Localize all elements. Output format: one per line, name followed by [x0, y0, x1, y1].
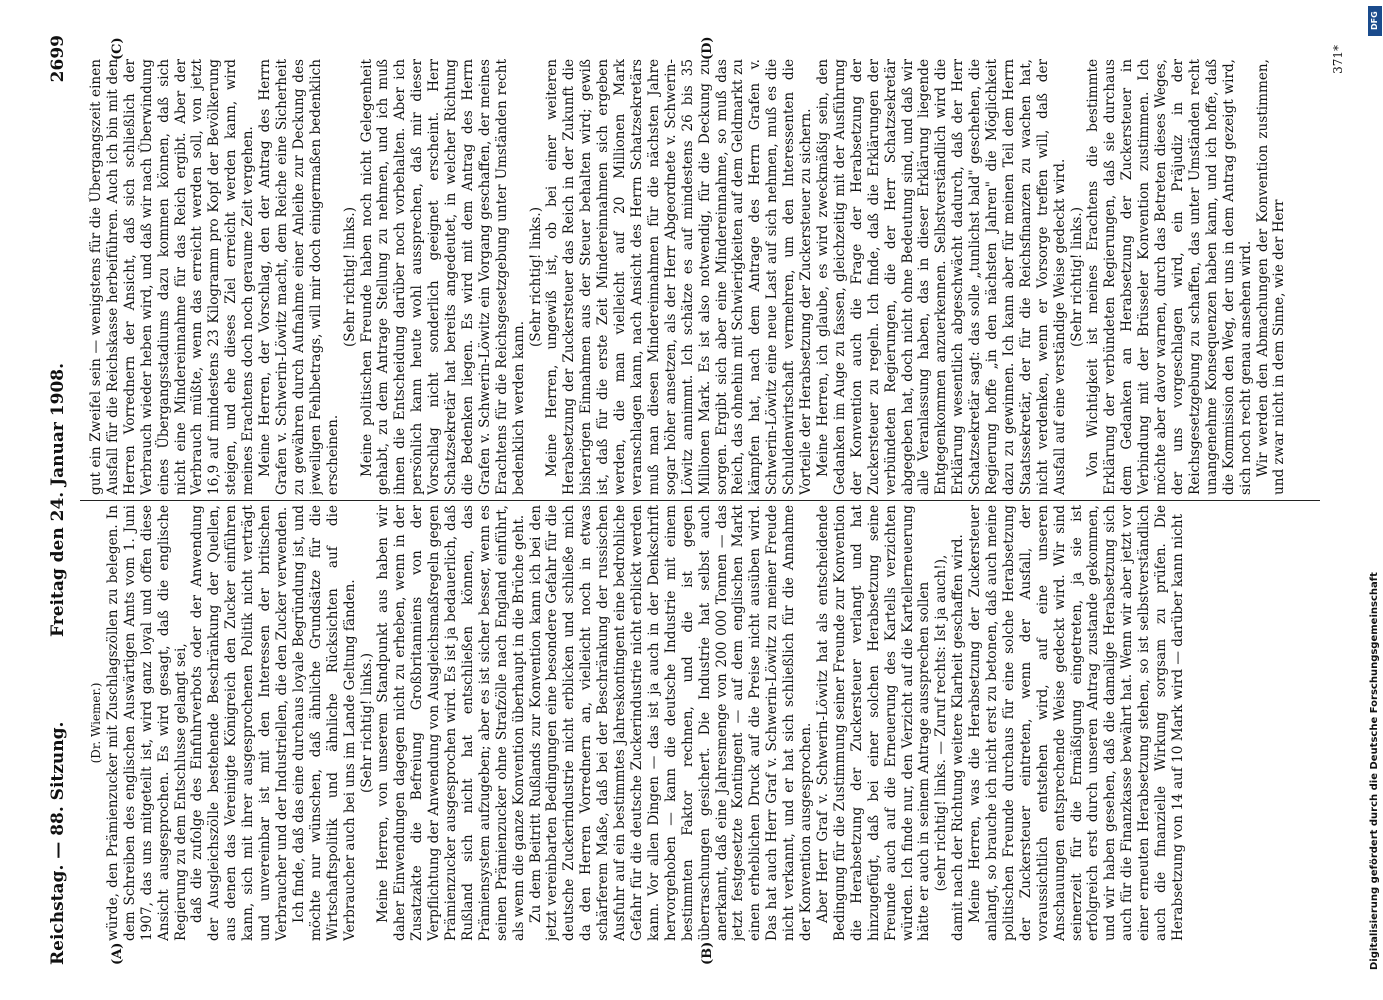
paragraph: Aber Herr Graf v. Schwerin-Löwitz hat als entscheidende Bedingung für die Zustimmung seiner Freunde zur Konvention die Herabsetzung der Zuckersteuer verlangt und hat hinzugefügt, daß bei einer solchen Herabsetzung seine Freunde auch auf die Erneuerung des Kartells verzichten würden. Ich finde nur, den Verzicht auf die Kartellerneuerung hätte er auch in seinem Antrage aussprechen sollen	[814, 505, 933, 941]
margin-mark-c: (C)	[110, 37, 125, 60]
interjection: (Sehr richtig! links.)	[341, 206, 358, 348]
interjection: (Sehr richtig! links.)	[1068, 206, 1085, 348]
paragraph: daß die zufolge des Einfuhrverbots oder der Anwendung der Ausgleichszölle bestehende Beschränkung der Quellen, aus denen das Vereinigte Königreich den Zucker einführen kann, sich mit ihrer ausgesprochenen Politik nicht verträgt und unvereinbar ist mit den Interessen der britischen Verbraucher und der Industriellen, die den Zucker verwenden.	[189, 505, 290, 941]
digitization-note-text: Digitalisierung gefördert durch die Deutsche Forschungsgemeinschaft	[1369, 572, 1380, 970]
left-column	[88, 505, 1318, 941]
paragraph: gut ein Zweifel sein — wenigstens für die Übergangszeit einen Ausfall für die Reichskasse herbeiführen. Auch ich bin mit den Herren Vorrednern der Ansicht, daß sich schließlich der Verbrauch wieder heben wird, und daß wir nach Überwindung eines Übergangsstadiums dazu kommen können, daß sich nicht eine Mindereinnahme für das Reich ergibt. Aber der Verbrauch müßte, wenn das erreicht werden soll, von jetzt 16,9 auf mindestens 23 Kilogramm pro Kopf der Bevölkerung steigen, und ehe dieses Ziel erreicht werden kann, wird meines Erachtens doch noch geraume Zeit vergehen.	[88, 59, 257, 495]
digitization-note	[1365, 10, 1383, 990]
signature-mark: 371*	[1331, 45, 1345, 74]
paragraph: Meine Herren, von unserem Standpunkt aus haben wir daher Einwendungen dagegen nicht zu erheben, wenn in der Zusatzakte die Befreiung Großbritanniens von der Verpflichtung der Anwendung von Ausgleichsmaßregeln gegen Prämienzucker ausgesprochen wird. Es ist ja bedauerlich, daß Rußland sich nicht hat entschließen können, das Prämiensystem aufzugeben; aber es ist sicher besser, wenn es seinen Prämienzucker ohne Strafzölle nach England einführt, als wenn die ganze Konvention überhaupt in die Brüche geht.	[375, 505, 527, 941]
margin-mark-a: (A)	[110, 942, 125, 965]
margin-mark-d: (D)	[700, 36, 715, 60]
paragraph: Ich finde, daß das eine durchaus loyale Begründung ist, und möchte nur wünschen, daß ähnliche Grundsätze für die Wirtschaftspolitik und ähnliche Rücksichten auf die Verbraucher auch bei uns im Lande Geltung fänden.	[290, 505, 358, 941]
margin-mark-b: (B)	[700, 941, 715, 965]
paragraph: würde, den Prämienzucker mit Zuschlagszöllen zu belegen. In dem Schreiben des englischen Auswärtigen Amts vom 1. Juni 1907, das uns mitgeteilt ist, wird ganz loyal und offen diese Ansicht ausgesprochen. Es wird gesagt, daß die englische Regierung zu dem Entschlusse gelangt sei,	[104, 505, 189, 941]
speaker-label: (Dr. Wiemer.)	[89, 682, 103, 764]
header-date: Freitag den 24. Januar 1908.	[48, 362, 68, 638]
paragraph: Wir werden den Abmachungen der Konvention zustimmen, und zwar nicht in dem Sinne, wie der Herr	[1254, 59, 1288, 495]
header-page-number: 2699	[48, 35, 68, 83]
paragraph: Meine Herren, der Vorschlag, den der Antrag des Herrn Grafen v. Schwerin-Löwitz macht, dem Reiche eine Sicherheit zu gewähren durch Aufnahme einer Anleihe zur Deckung des jeweiligen Fehlbetrags, will mir doch einigermaßen bedenklich erscheinen.	[257, 59, 341, 495]
dfg-logo-text: DFG	[1370, 11, 1379, 30]
column-divider	[80, 500, 1320, 501]
paragraph: Meine Herren, was die Herabsetzung der Zuckersteuer anlangt, so brauche ich nicht erst zu betonen, daß auch meine politischen Freunde durchaus für eine solche Herabsetzung der Zuckersteuer eintreten, wenn der Ausfall, der voraussichtlich entstehen wird, auf eine unseren Anschauungen entsprechende Weise gedeckt wird. Wir sind seinerzeit für die Ermäßigung eingetreten, ja sie ist erfolgreich erst durch unseren Antrag zustande gekommen, und wir haben gesehen, daß die damalige Herabsetzung sich auch für die Finanzkasse bewährt hat. Wenn wir aber jetzt vor einer erneuten Herabsetzung stehen, so ist selbstverständlich auch die finanzielle Wirkung sorgsam zu prüfen. Die Herabsetzung von 14 auf 10 Mark wird — darüber kann nicht	[967, 505, 1186, 941]
paragraph: Meine Herren, ich glaube, es wird zweckmäßig sein, den Gedanken im Auge zu fassen, gleichzeitig mit der Ausführung der Konvention auch die Frage der Herabsetzung der Zuckersteuer zu regeln. Ich finde, daß die Erklärungen der verbündeten Regierungen, die der Herr Schatzsekretär abgegeben hat, doch nicht ohne Bedeutung sind, und daß wir alle Veranlassung haben, das in dieser Erklärung liegende Entgegenkommen anzuerkennen. Selbstverständlich wird die Erklärung wesentlich abgeschwächt dadurch, daß der Herr Schatzsekretär sagt: das solle „tunlichst bald" geschehen, die Regierung hoffe „in den nächsten Jahren" die Möglichkeit dazu zu gewinnen. Ich kann aber für meinen Teil dem Herrn Staatssekretär, der für die Reichsfinanzen zu wachen hat, nicht verdenken, wenn er Vorsorge treffen will, daß der Ausfall auf eine verständige Weise gedeckt wird.	[814, 59, 1068, 495]
interjection: (sehr richtig! links. — Zuruf rechts: Ist ja auch!),	[933, 554, 950, 892]
right-column	[88, 59, 1318, 495]
paragraph: Von Wichtigkeit ist meines Erachtens die bestimmte Erklärung der verbündeten Regierungen, daß sie durchaus dem Gedanken an Herabsetzung der Zuckersteuer in Verbindung mit der Brüsseler Konvention zustimmen. Ich möchte aber davor warnen, durch das Betreten dieses Weges, der uns vorgeschlagen wird, ein Präjudiz in der Reichsgesetzgebung zu schaffen, das unter Umständen recht unangenehme Konsequenzen haben kann, und ich hoffe, daß die Kommission den Weg, der uns in dem Antrag gezeigt wird, sich noch recht genau ansehen wird.	[1085, 59, 1254, 495]
page-header	[40, 35, 80, 965]
paragraph: Zu dem Beitritt Rußlands zur Konvention kann ich bei den jetzt vereinbarten Bedingungen eine besondere Gefahr für die deutsche Zuckerindustrie nicht erblicken und schließe mich da den Herren Vorrednern an, vielleicht noch in etwas schärferem Maße, daß bei der Beschränkung der russischen Ausfuhr auf ein bestimmtes Jahreskontingent eine bedrohliche Gefahr für die deutsche Zuckerindustrie nicht erblickt werden kann. Vor allen Dingen — das ist ja auch in der Denkschrift hervorgehoben — kann die deutsche Industrie mit einem bestimmten Faktor rechnen, und die ist gegen überraschungen gesichert. Die Industrie hat selbst auch anerkannt, daß eine Jahresmenge von 200 000 Tonnen — das jetzt festgesetzte Kontingent — auf dem englischen Markt einen erheblichen Druck auf die Preise nicht ausüben wird. Das hat auch Herr Graf v. Schwerin-Löwitz zu meiner Freude nicht verkannt, und er hat sich schließlich für die Annahme der Konvention ausgesprochen.	[527, 505, 815, 941]
interjection: (Sehr richtig! links.)	[527, 206, 544, 348]
paragraph: damit nach der Richtung weitere Klarheit geschaffen wird.	[950, 534, 967, 941]
paragraph: Meine Herren, ungewiß ist, ob bei einer weiteren Herabsetzung der Zuckersteuer das Reich in der Zukunft die bisherigen Einnahmen aus der Steuer behalten wird; gewiß ist, daß für die erste Zeit Mindereinnahmen sich ergeben werden, die man vielleicht auf 20 Millionen Mark veranschlagen kann, nach Ansicht des Herrn Schatzsekretärs muß man diesen Mindereinnahmen für die nächsten Jahre sogar höher ansetzen, als der Herr Abgeordnete v. Schwerin-Löwitz annimmt. Ich schätze es auf mindestens 26 bis 35 Millionen Mark. Es ist also notwendig, für die Deckung zu sorgen. Ergibt sich aber eine Mindereinnahme, so muß das Reich, das ohnehin mit Schwierigkeiten auf dem Geldmarkt zu kämpfen hat, nach dem Antrage des Herrn Grafen v. Schwerin-Löwitz eine neue Last auf sich nehmen, muß es die Schuldenwirtschaft vermehren, um den Interessenten die Vorteile der Herabsetzung der Zuckersteuer zu sichern.	[544, 59, 815, 495]
interjection: (Sehr richtig! links.)	[358, 652, 375, 794]
paragraph: Meine politischen Freunde haben noch nicht Gelegenheit gehabt, zu dem Antrage Stellung zu nehmen, und ich muß ihnen die Entscheidung darüber noch vorbehalten. Aber ich persönlich kann heute wohl aussprechen, daß mir dieser Vorschlag nicht sonderlich geeignet erscheint. Herr Schatzsekretär hat bereits angedeutet, in welcher Richtung die Bedenken liegen. Es wird mit dem Antrag des Herrn Grafen v. Schwerin-Löwitz ein Vorgang geschaffen, der meines Erachtens für die Reichsgesetzgebung unter Umständen recht bedenklich werden kann.	[358, 59, 527, 495]
header-session: Reichstag. — 88. Sitzung.	[48, 721, 68, 965]
document-page	[40, 35, 1345, 965]
